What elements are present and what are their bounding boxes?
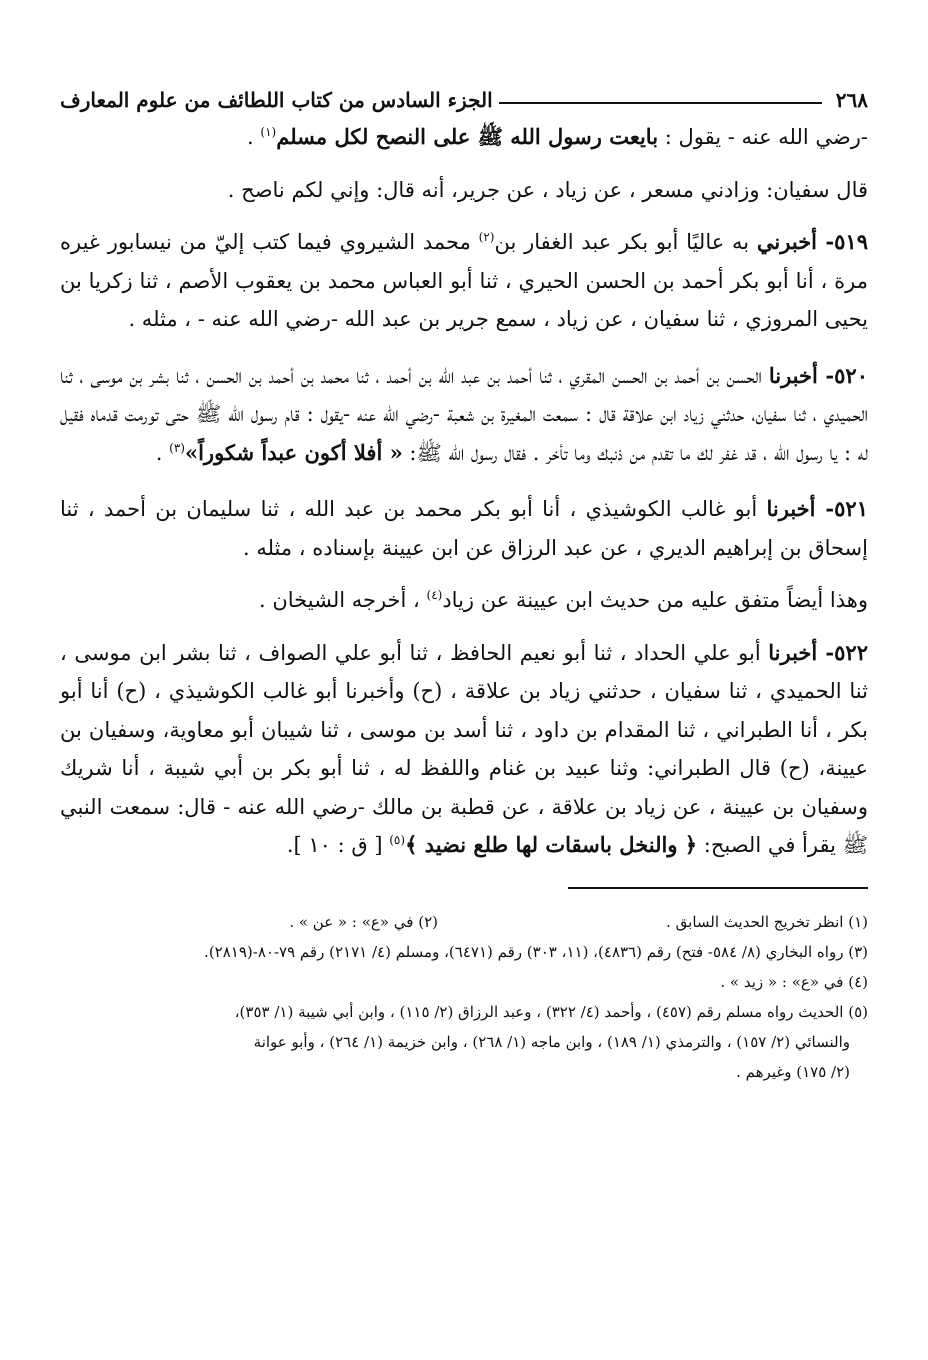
- footnote-ref: (٥): [389, 833, 406, 847]
- bold-hadith-text: « أفلا أكون عبداً شكوراً»: [184, 439, 403, 465]
- page-number: ٢٦٨: [835, 88, 868, 112]
- paragraph-sufyan: قال سفيان: وزادني مسعر ، عن زياد ، عن جرير، أنه قال: وإني لكم ناصح .: [227, 177, 868, 202]
- footnote-2: (٢) في «ع» : « عن » .: [289, 912, 438, 931]
- text-span: ، أخرجه الشيخان .: [259, 588, 427, 612]
- bold-hadith-text: بايعت رسول الله ﷺ على النصح لكل مسلم: [276, 124, 659, 149]
- footnote-ref: (٢): [478, 230, 495, 244]
- hadith-522: [60, 634, 868, 865]
- header-rule: [499, 102, 822, 104]
- hadith-number: ٥١٩- أخبرني: [756, 229, 868, 254]
- text-span: الحسن بن أحمد بن الحسن المقري ، ثنا أحمد بن عبد الله بن أحمد ، ثنا محمد بن أحمد بن الحسن ، ثنا بشر بن موسى ، ثنا الحميدي ، ثنا سفيان، حدثني زياد ابن علاقة قال : سمعت المغيرة بن شعبة -رضي الله عنه -يقول : قام رسول الله ﷺ حتى تورمت قدماه فقيل له : يا رسول الله ، قد غفر لك ما تقدم من ذنبك وما تأخر . فقال رسول الله ﷺ:: [60, 363, 868, 465]
- footnote-1: (١) انظر تخريج الحديث السابق .: [666, 912, 868, 931]
- footnote-3: (٣) رواه البخاري (٨/ ٥٨٤- فتح) رقم (٤٨٣٦)، (١١، ٣٠٣) رقم (٦٤٧١)، ومسلم (٤/ ٢١٧١) رقم ٧٩-٨٠-(٢٨١٩).: [204, 942, 868, 961]
- hadith-number: ٥٢١- أخبرنا: [766, 496, 868, 521]
- footnote-ref: (٤): [426, 588, 443, 602]
- main-text: [60, 118, 868, 865]
- footnote-5-line-2: والنسائي (٢/ ١٥٧) ، والترمذي (١/ ١٨٩) ، وابن ماجه (١/ ٢٦٨) ، وابن خزيمة (١/ ٢٦٤) ، وأبو عوانة: [253, 1032, 850, 1051]
- footnote-5-line-1: (٥) الحديث رواه مسلم رقم (٤٥٧) ، وأحمد (٤/ ٣٢٢) ، وعبد الرزاق (٢/ ١١٥) ، وابن أبي شيبة (١/ ٣٥٣)،: [234, 1002, 868, 1021]
- text-span: محمد الشيروي فيما كتب إليّ من نيسابور غيره مرة ، أنا أبو بكر أحمد بن الحسن الحيري ، ثنا أبو العباس محمد بن يعقوب الأصم ، ثنا زكريا بن يحيى المروزي ، ثنا سفيان ، عن زياد ، سمع جرير بن عبد الله -رضي الله عنه - ، مثله .: [60, 230, 868, 331]
- text-span: [ ق : ١٠ ].: [286, 833, 390, 857]
- paragraph-agreed: [60, 581, 868, 620]
- hadith-521: [60, 490, 868, 567]
- footnote-row: [60, 907, 868, 937]
- hadith-520: [60, 357, 868, 473]
- footnotes: [60, 907, 868, 1087]
- footnote-ref: (١): [260, 125, 277, 139]
- text-span: وهذا أيضاً متفق عليه من حديث ابن عيينة عن زياد: [442, 588, 868, 612]
- hadith-519: [60, 223, 868, 339]
- paragraph-opening: [60, 118, 868, 157]
- running-header: [60, 78, 868, 112]
- quran-verse: ﴿ والنخل باسقات لها طلع نضيد ﴾: [405, 832, 698, 857]
- text-span: به عاليًا أبو بكر عبد الغفار بن: [494, 230, 757, 254]
- running-title: الجزء السادس من كتاب اللطائف من علوم المعارف: [60, 88, 493, 112]
- footnote-4: (٤) في «ع» : « زيد » .: [720, 972, 868, 991]
- text-span: .: [247, 125, 261, 149]
- hadith-number: ٥٢٠- أخبرنا: [768, 362, 868, 388]
- footnote-5-line-3: (٢/ ١٧٥) وغيرهم .: [736, 1062, 850, 1081]
- text-span: أبو غالب الكوشيذي ، أنا أبو بكر محمد بن عبد الله ، ثنا سليمان بن أحمد ، ثنا إسحاق بن إبراهيم الديري ، عن عبد الرزاق عن ابن عيينة بإسناده ، مثله .: [60, 497, 868, 560]
- text-span: أبو علي الحداد ، ثنا أبو نعيم الحافظ ، ثنا أبو علي الصواف ، ثنا بشر ابن موسى ، ثنا الحميدي ، ثنا سفيان ، حدثني زياد بن علاقة ، (ح) وأخبرنا أبو غالب الكوشيذي ، (ح) أنا أبو بكر ، أنا الطبراني ، ثنا المقدام بن داود ، ثنا أسد بن موسى ، ثنا شيبان أبو معاوية، وسفيان بن عيينة، (ح) قال الطبراني: وثنا عبيد بن غنام واللفظ له ، ثنا أبو بكر بن أبي شيبة ، أنا شريك وسفيان بن عيينة ، عن زياد بن علاقة ، عن قطبة بن مالك -رضي الله عنه - قال: سمعت النبي ﷺ يقرأ في الصبح:: [60, 640, 868, 857]
- text-span: -رضي الله عنه - يقول :: [658, 125, 868, 149]
- footnote-separator: [568, 887, 868, 889]
- hadith-number: ٥٢٢- أخبرنا: [768, 639, 868, 665]
- text-span: .: [155, 440, 170, 465]
- footnote-ref: (٣): [169, 440, 185, 455]
